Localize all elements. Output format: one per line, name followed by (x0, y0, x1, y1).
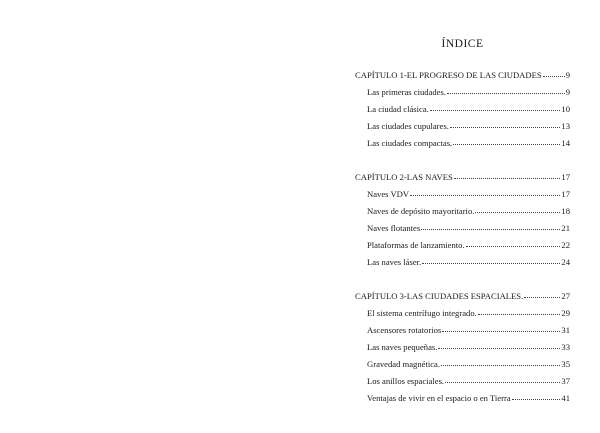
dot-leader (422, 257, 560, 264)
page-number: 29 (561, 308, 570, 318)
page-number: 10 (561, 104, 570, 114)
page-number: 31 (561, 325, 570, 335)
toc-entry (355, 308, 570, 325)
page-number: 9 (565, 70, 570, 80)
toc-entry (355, 393, 570, 410)
chapter-label: CAPÍTULO 3-LAS CIUDADES ESPACIALES. (355, 291, 524, 301)
chapter-3-heading (355, 291, 570, 308)
dot-leader (445, 376, 560, 383)
toc-entry (355, 87, 570, 104)
toc-entry (355, 342, 570, 359)
entry-label: Los anillos espaciales. (367, 376, 445, 386)
dot-leader (442, 325, 560, 332)
toc-entry (355, 359, 570, 376)
dot-leader (543, 70, 565, 77)
section-gap (355, 155, 570, 172)
toc-entry (355, 257, 570, 274)
toc-entry (355, 189, 570, 206)
page-number: 17 (561, 172, 570, 182)
entry-label: Ascensores rotatorios (367, 325, 442, 335)
chapter-label: CAPÍTULO 2-LAS NAVES (355, 172, 453, 182)
dot-leader (453, 138, 560, 145)
toc-entry (355, 104, 570, 121)
page-number: 33 (561, 342, 570, 352)
page-number: 18 (561, 206, 570, 216)
entry-label: Gravedad magnética. (367, 359, 441, 369)
entry-label: Naves flotantes (367, 223, 421, 233)
entry-label: Naves de depósito mayoritario. (367, 206, 475, 216)
dot-leader (410, 189, 560, 196)
dot-leader (421, 223, 560, 230)
toc-entry (355, 223, 570, 240)
dot-leader (430, 104, 561, 111)
dot-leader (438, 342, 560, 349)
toc-entry (355, 121, 570, 138)
chapter-2-heading (355, 172, 570, 189)
page-number: 27 (561, 291, 570, 301)
toc-entry (355, 206, 570, 223)
chapter-1-heading (355, 70, 570, 87)
entry-label: Las ciudades compactas. (367, 138, 453, 148)
dot-leader (450, 121, 561, 128)
page-number: 9 (565, 87, 570, 97)
entry-label: Las ciudades cupulares. (367, 121, 449, 131)
dot-leader (466, 240, 561, 247)
toc-entry (355, 240, 570, 257)
entry-label: Las naves pequeñas. (367, 342, 438, 352)
toc-entry (355, 376, 570, 393)
page-number: 24 (561, 257, 570, 267)
toc-entry (355, 325, 570, 342)
entry-label: Las naves láser. (367, 257, 422, 267)
toc-entry (355, 138, 570, 155)
dot-leader (475, 206, 560, 213)
entry-label: Las primeras ciudades. (367, 87, 446, 97)
dot-leader (478, 308, 561, 315)
table-of-contents (355, 70, 570, 410)
dot-leader (441, 359, 560, 366)
toc-title: ÍNDICE (441, 38, 484, 50)
dot-leader (512, 393, 561, 400)
page-number: 21 (561, 223, 570, 233)
page-number: 37 (561, 376, 570, 386)
entry-label: El sistema centrífugo integrado. (367, 308, 477, 318)
chapter-label: CAPÍTULO 1-EL PROGRESO DE LAS CIUDADES (355, 70, 542, 80)
page-number: 17 (561, 189, 570, 199)
entry-label: La ciudad clásica. (367, 104, 429, 114)
page-number: 13 (561, 121, 570, 131)
section-gap (355, 274, 570, 291)
entry-label: Naves VDV (367, 189, 410, 199)
entry-label: Ventajas de vivir en el espacio o en Tierra (367, 393, 511, 403)
page-number: 22 (561, 240, 570, 250)
dot-leader (524, 291, 560, 298)
dot-leader (454, 172, 561, 179)
page-number: 14 (561, 138, 570, 148)
page-number: 41 (561, 393, 570, 403)
page-number: 35 (561, 359, 570, 369)
entry-label: Plataformas de lanzamiento. (367, 240, 465, 250)
dot-leader (447, 87, 565, 94)
